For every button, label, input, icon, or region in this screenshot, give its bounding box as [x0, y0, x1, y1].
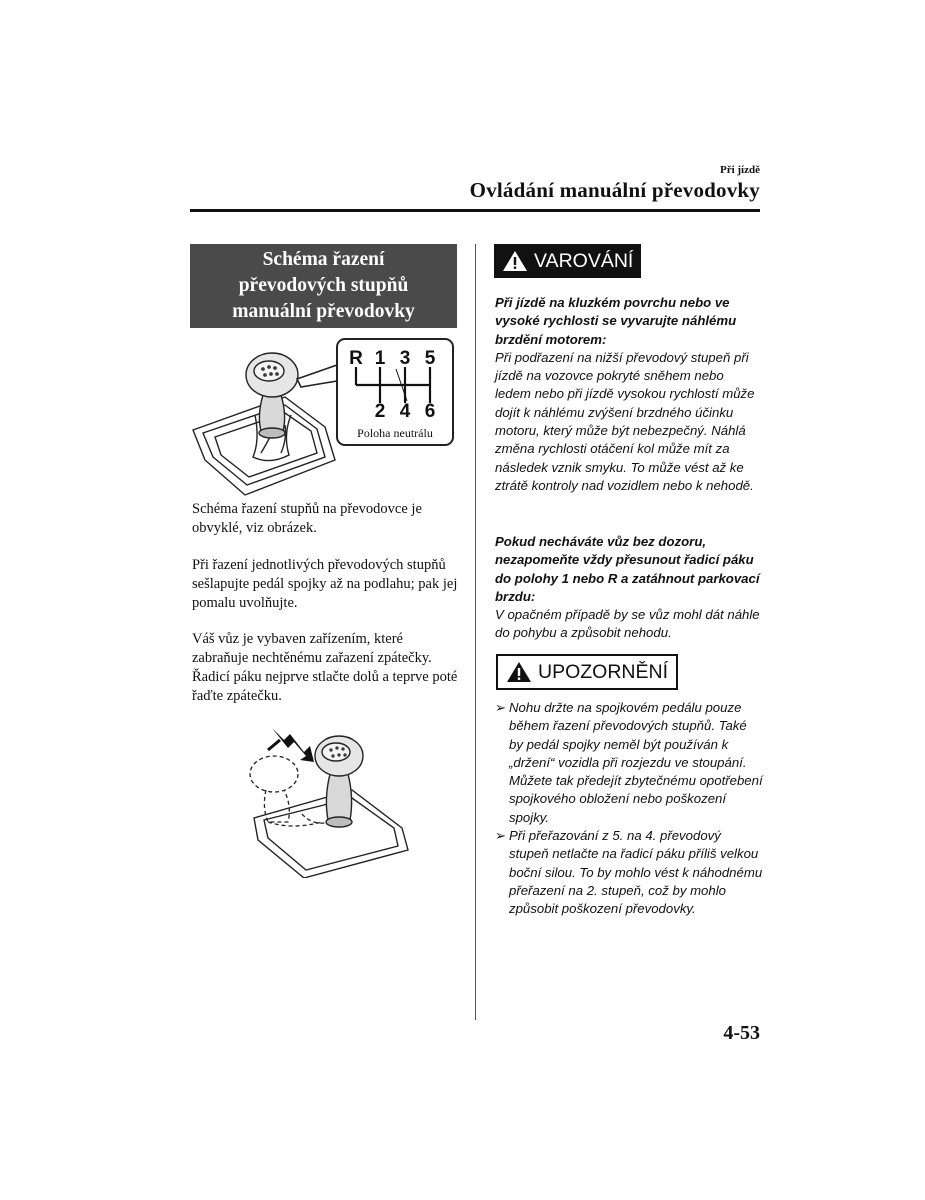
caution-item: ➢ Při přeřazování z 5. na 4. převodový stupeň netlačte na řadicí páku příliš velkou boční silou. To by mohlo vést k náhodnému přeřazení na 2. stupeň, což by mohlo způsobit poškození převodovky.: [495, 828, 763, 917]
gear-label: 3: [399, 348, 411, 369]
caution-list: [495, 699, 763, 919]
neutral-caption: Poloha neutrálu: [357, 426, 433, 440]
section-label: Při jízdě: [719, 164, 760, 176]
callout-pointer: [297, 365, 337, 387]
heading-line: manuální převodovky: [232, 301, 415, 322]
bullet-arrow-icon: ➢: [495, 828, 507, 844]
gear-label: 6: [424, 401, 436, 422]
shift-pattern-figure: [185, 335, 460, 500]
paragraph: Schéma řazení stupňů na převodovce je obvyklé, viz obrázek.: [192, 501, 422, 536]
caution-label: UPOZORNĚNÍ: [538, 660, 669, 683]
bullet-arrow-icon: ➢: [495, 700, 507, 715]
paragraph: Při řazení jednotlivých převodových stupňů sešlapujte pedál spojky až na podlahu; pak jej pomalu uvolňujte.: [192, 557, 458, 611]
warning-badge: [494, 244, 641, 278]
gear-label: 5: [424, 348, 436, 369]
warning-triangle-icon: [506, 661, 532, 683]
gear-label: 4: [399, 401, 411, 422]
page-number: 4-53: [723, 1022, 760, 1044]
warning-heading: Pokud necháváte vůz bez dozoru, nezapomeňte vždy přesunout řadicí páku do polohy 1 nebo R a zatáhnout parkovací brzdu:: [495, 534, 760, 604]
arrow-tail: [268, 740, 280, 750]
warning-block: [495, 294, 763, 495]
page-title: Ovládání manuální převodovky: [469, 178, 760, 202]
section-heading: [190, 244, 457, 328]
warning-label: VAROVÁNÍ: [534, 249, 634, 272]
heading-line: Schéma řazení: [262, 249, 385, 270]
caution-item: ➢ Nohu držte na spojkovém pedálu pouze během řazení převodových stupňů. Také by pedál spojky neměl být používán k „držení“ vozidla při rozjezdu ve stoupání. Můžete tak předejít zbytečnému opotřebení spojkového obložení nebo poškození spojky.: [495, 700, 763, 825]
caution-badge: [496, 654, 678, 690]
warning-body: V opačném případě by se vůz mohl dát náhle do pohybu a způsobit nehodu.: [495, 607, 760, 641]
push-down-arrow-icon: [272, 728, 314, 762]
warning-triangle-icon: [502, 250, 528, 272]
shift-lever-illustration: [246, 353, 298, 438]
warning-heading: Při jízdě na kluzkém povrchu nebo ve vysoké rychlosti se vyvarujte náhlému brzdění motorem:: [495, 295, 737, 347]
paragraph: Váš vůz je vybaven zařízením, které zabraňuje nechtěnému zařazení zpátečky. Řadicí páku nejprve stlačte dolů a teprve poté řaďte zpátečku.: [192, 631, 458, 704]
gear-label: 1: [374, 348, 386, 369]
header-rule: [190, 209, 760, 212]
shift-lever-illustration: [315, 736, 363, 827]
warning-body: Při podřazení na nižší převodový stupeň při jízdě na vozovce pokryté sněhem nebo ledem nebo při jízdě vysokou rychlostí může dojít k náhlému zvýšení brzdného účinku motoru, který může být nebezpečný. Náhlá změna rychlosti otáčení kol může mít za následek vznik smyku. To může vést až ke ztrátě kontroly nad vozidlem nebo k nehodě.: [495, 349, 755, 493]
reverse-shift-figure: [232, 718, 412, 878]
gear-label: R: [349, 348, 363, 369]
heading-line: převodových stupňů: [238, 275, 409, 296]
column-divider: [475, 244, 476, 1020]
gear-label: 2: [374, 401, 386, 422]
warning-block: [495, 533, 763, 643]
